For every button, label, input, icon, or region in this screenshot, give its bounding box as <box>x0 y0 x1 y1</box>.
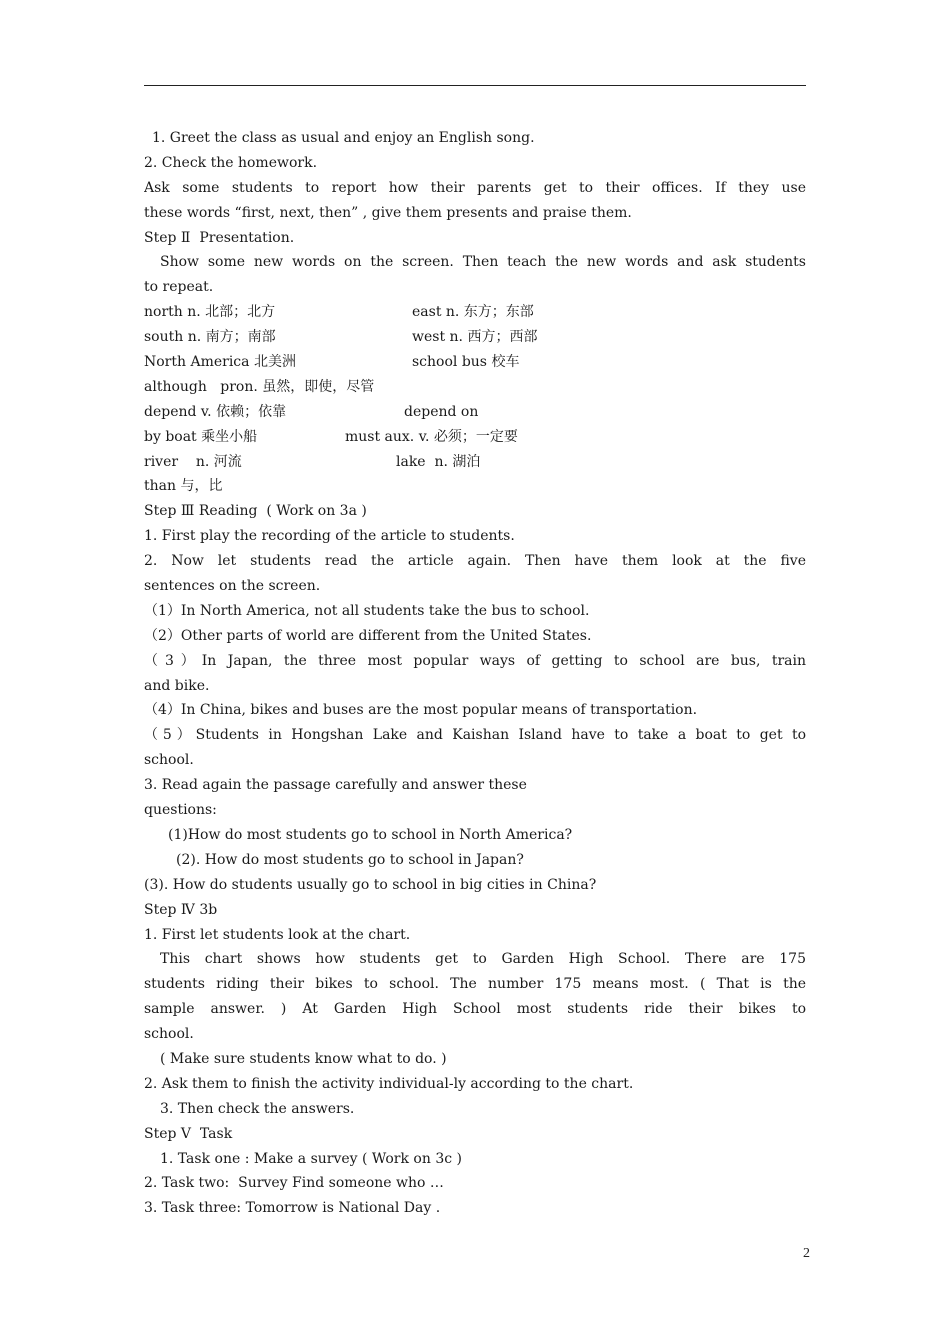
step-heading: Step Ⅴ Task <box>144 1125 233 1142</box>
vocab-item: school bus 校车 <box>412 354 520 371</box>
step-heading: Step Ⅱ Presentation. <box>144 229 295 246</box>
text-line: Show some new words on the screen. Then teach the new words and ask students <box>160 254 806 271</box>
text-line: 2. Check the homework. <box>144 154 318 171</box>
step-heading: Step Ⅲ Reading ( Work on 3a ) <box>144 503 367 520</box>
text-line: 3. Then check the answers. <box>160 1100 355 1117</box>
vocab-row <box>144 425 806 450</box>
sentence-item: （3）In Japan, the three most popular ways of getting to school are bus, train <box>144 652 806 669</box>
text-line: 1. Greet the class as usual and enjoy an English song. <box>152 130 535 146</box>
text-line: 3. Read again the passage carefully and answer these <box>144 777 527 794</box>
question-item: (2). How do most students go to school in Japan? <box>176 851 524 868</box>
vocab-item: North America 北美洲 <box>144 354 296 371</box>
text-line: ( Make sure students know what to do. ) <box>160 1050 447 1067</box>
vocab-row: than 与，比 <box>144 478 223 495</box>
vocab-row: although pron. 虽然，即使，尽管 <box>144 378 375 395</box>
text-line: students riding their bikes to school. The number 175 means most. ( That is the <box>144 976 806 993</box>
text-line: This chart shows how students get to Garden High School. There are 175 <box>160 951 806 968</box>
vocab-item: depend v. 依赖；依靠 <box>144 403 287 420</box>
vocab-item: west n. 西方；西部 <box>412 329 538 346</box>
text-line: 2. Now let students read the article again. Then have them look at the five <box>144 553 806 570</box>
task-item: 1. Task one : Make a survey ( Work on 3c ) <box>160 1150 462 1167</box>
vocab-item: river n. 河流 <box>144 453 242 470</box>
task-item: 3. Task three: Tomorrow is National Day . <box>144 1200 441 1217</box>
text-line: these words “first, next, then” , give them presents and praise them. <box>144 204 632 221</box>
vocab-item: must aux. v. 必须；一定要 <box>345 428 518 445</box>
step-heading: Step Ⅳ 3b <box>144 901 218 918</box>
text-line: 2. Ask them to finish the activity individual-ly according to the chart. <box>144 1075 634 1092</box>
question-item: (1)How do most students go to school in North America? <box>168 826 573 843</box>
task-item: 2. Task two: Survey Find someone who … <box>144 1175 444 1192</box>
lesson-body <box>144 126 806 1221</box>
text-line: 1. First let students look at the chart. <box>144 926 411 943</box>
vocab-row <box>144 450 806 475</box>
sentence-item: （2）Other parts of world are different from the United States. <box>144 627 592 644</box>
vocab-row <box>144 325 806 350</box>
vocab-item: depend on <box>404 403 479 420</box>
text-line: and bike. <box>144 677 210 694</box>
vocab-item: by boat 乘坐小船 <box>144 428 258 445</box>
text-line: school. <box>144 752 194 769</box>
sentence-item: （4）In China, bikes and buses are the most popular means of transportation. <box>144 702 698 719</box>
vocab-item: lake n. 湖泊 <box>396 453 481 470</box>
text-line: 1. First play the recording of the article to students. <box>144 528 515 545</box>
question-item: (3). How do students usually go to school in big cities in China? <box>144 876 597 893</box>
page-number: 2 <box>803 1246 810 1261</box>
text-line: school. <box>144 1026 194 1043</box>
vocab-row <box>144 350 806 375</box>
text-line: sentences on the screen. <box>144 578 321 595</box>
vocab-item: south n. 南方；南部 <box>144 329 276 346</box>
sentence-item: （5）Students in Hongshan Lake and Kaishan Island have to take a boat to get to <box>144 727 806 744</box>
vocab-row <box>144 300 806 325</box>
vocab-item: north n. 北部；北方 <box>144 304 276 321</box>
sentence-item: （1）In North America, not all students take the bus to school. <box>144 602 590 619</box>
vocab-item: east n. 东方；东部 <box>412 304 534 321</box>
text-line: Ask some students to report how their parents get to their offices. If they use <box>144 179 806 196</box>
text-line: questions: <box>144 802 217 819</box>
header-rule <box>144 85 806 86</box>
text-line: sample answer. ) At Garden High School most students ride their bikes to <box>144 1001 806 1018</box>
text-line: to repeat. <box>144 279 214 296</box>
vocab-row <box>144 400 806 425</box>
